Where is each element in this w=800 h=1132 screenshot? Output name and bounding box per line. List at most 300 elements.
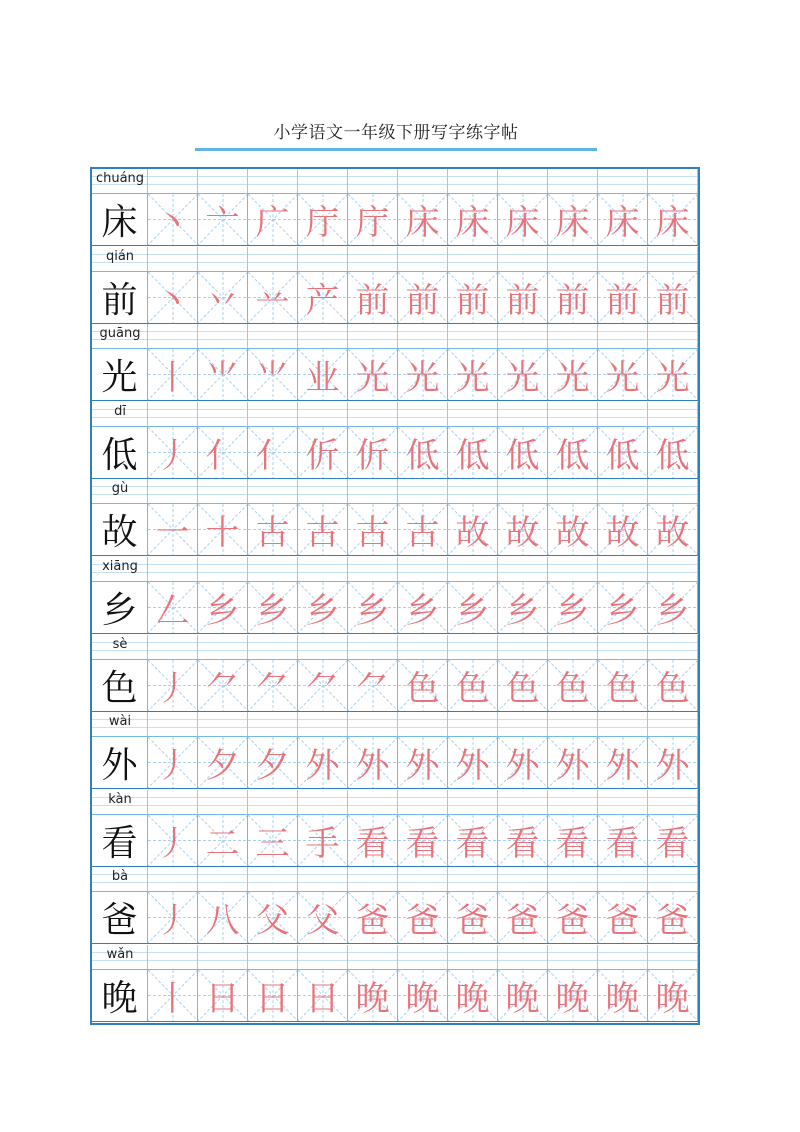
trace-cell[interactable]: [248, 737, 298, 788]
trace-cell[interactable]: [598, 892, 648, 943]
stroke-order-character: 乡: [605, 591, 640, 631]
trace-cell[interactable]: [348, 427, 398, 478]
trace-cell[interactable]: [348, 737, 398, 788]
pinyin-band-divider: [247, 867, 248, 891]
trace-cell[interactable]: [598, 737, 648, 788]
trace-cell[interactable]: [148, 194, 198, 245]
stroke-order-character: 三: [255, 823, 290, 864]
pinyin-band-divider: [297, 945, 298, 969]
trace-cell[interactable]: [548, 737, 598, 788]
trace-cell[interactable]: [148, 427, 198, 478]
pinyin-band-divider: [547, 790, 548, 814]
pinyin-band-divider: [297, 790, 298, 814]
model-character-cell: [92, 272, 148, 323]
trace-cell[interactable]: [548, 504, 598, 555]
pinyin-band-divider: [397, 324, 398, 348]
stroke-order-character: 故: [605, 513, 640, 554]
pinyin-band-divider: [197, 557, 198, 581]
pinyin-band-divider: [597, 712, 598, 736]
pinyin-band-divider: [247, 324, 248, 348]
trace-cell[interactable]: [448, 582, 498, 633]
trace-cell[interactable]: [548, 582, 598, 633]
stroke-order-character: 丶: [155, 203, 190, 243]
trace-cell[interactable]: [448, 427, 498, 478]
stroke-order-character: 外: [305, 746, 340, 787]
trace-cell[interactable]: [298, 582, 348, 633]
stroke-order-character: 看: [455, 823, 490, 864]
pinyin-band-divider: [347, 324, 348, 348]
stroke-order-character: 日: [205, 979, 240, 1019]
stroke-order-character: 外: [655, 746, 690, 787]
trace-cell[interactable]: [648, 427, 698, 478]
pinyin-band-divider: [397, 247, 398, 271]
stroke-order-character: 前: [655, 280, 690, 321]
trace-cell[interactable]: [348, 970, 398, 1021]
trace-cell[interactable]: [398, 582, 448, 633]
trace-cell[interactable]: [298, 427, 348, 478]
stroke-order-character: 光: [555, 358, 590, 399]
stroke-order-character: 夕: [205, 746, 240, 787]
pinyin-band: [92, 324, 698, 349]
trace-cell[interactable]: [498, 892, 548, 943]
trace-cell[interactable]: [448, 815, 498, 866]
trace-cell[interactable]: [248, 970, 298, 1021]
trace-cell[interactable]: [448, 349, 498, 400]
practice-row: [92, 324, 698, 401]
pinyin-band-divider: [347, 867, 348, 891]
trace-cell[interactable]: [648, 815, 698, 866]
stroke-order-character: 古: [405, 513, 440, 554]
stroke-order-character: 外: [355, 746, 390, 787]
pinyin-band-divider: [397, 712, 398, 736]
trace-cell[interactable]: [598, 970, 648, 1021]
stroke-order-character: 丨: [155, 979, 190, 1019]
stroke-order-character: 低: [605, 435, 640, 476]
stroke-order-character: 产: [305, 280, 340, 321]
pinyin-band: [92, 557, 698, 582]
practice-row: [92, 712, 698, 789]
pinyin-band-divider: [247, 712, 248, 736]
writing-cells: [92, 892, 698, 944]
stroke-order-character: 日: [255, 979, 290, 1019]
writing-cells: [92, 660, 698, 712]
trace-cell[interactable]: [198, 815, 248, 866]
trace-cell[interactable]: [448, 272, 498, 323]
trace-cell[interactable]: [598, 272, 648, 323]
stroke-order-character: 低: [405, 435, 440, 476]
trace-cell[interactable]: [298, 349, 348, 400]
trace-cell[interactable]: [298, 660, 348, 711]
stroke-order-character: 低: [555, 435, 590, 476]
model-character: 乡: [101, 590, 138, 631]
stroke-order-character: 乡: [455, 591, 490, 631]
stroke-order-character: 前: [455, 280, 490, 321]
trace-cell[interactable]: [598, 349, 648, 400]
pinyin-band-divider: [497, 712, 498, 736]
model-character: 低: [101, 434, 138, 476]
trace-cell[interactable]: [248, 427, 298, 478]
trace-cell[interactable]: [398, 504, 448, 555]
trace-cell[interactable]: [198, 660, 248, 711]
trace-cell[interactable]: [648, 349, 698, 400]
trace-cell[interactable]: [198, 349, 248, 400]
trace-cell[interactable]: [148, 815, 198, 866]
trace-cell[interactable]: [598, 504, 648, 555]
trace-cell[interactable]: [498, 970, 548, 1021]
stroke-order-character: 晚: [605, 979, 640, 1019]
trace-cell[interactable]: [398, 349, 448, 400]
writing-cells: [92, 737, 698, 789]
pinyin-band-divider: [447, 867, 448, 891]
stroke-order-character: 床: [555, 203, 590, 243]
trace-cell[interactable]: [398, 970, 448, 1021]
stroke-order-character: 床: [655, 203, 690, 243]
pinyin-band-divider: [497, 247, 498, 271]
trace-cell[interactable]: [398, 272, 448, 323]
stroke-order-character: 看: [405, 823, 440, 864]
trace-cell[interactable]: [398, 660, 448, 711]
stroke-order-character: 低: [505, 435, 540, 476]
trace-cell[interactable]: [248, 892, 298, 943]
pinyin-label: sè: [112, 636, 128, 652]
pinyin-band-divider: [297, 169, 298, 193]
trace-cell[interactable]: [598, 194, 648, 245]
stroke-order-character: 床: [405, 203, 440, 243]
stroke-order-character: 二: [205, 823, 240, 864]
trace-cell[interactable]: [198, 970, 248, 1021]
stroke-order-character: 十: [205, 513, 240, 554]
pinyin-label: guāng: [99, 326, 141, 342]
model-character: 光: [101, 357, 138, 399]
pinyin-band-divider: [497, 635, 498, 659]
stroke-order-character: 色: [655, 668, 690, 709]
pinyin-band-divider: [597, 867, 598, 891]
stroke-order-character: 晚: [505, 979, 540, 1019]
writing-cells: [92, 504, 698, 556]
stroke-order-character: 外: [505, 746, 540, 787]
stroke-order-character: 爸: [405, 901, 440, 942]
pinyin-band-divider: [347, 479, 348, 503]
trace-cell[interactable]: [198, 504, 248, 555]
pinyin-band-divider: [297, 479, 298, 503]
trace-cell[interactable]: [648, 737, 698, 788]
pinyin-band-divider: [647, 479, 648, 503]
stroke-order-character: 光: [505, 358, 540, 399]
pinyin-band-divider: [347, 557, 348, 581]
stroke-order-character: 古: [305, 513, 340, 554]
pinyin-band-divider: [397, 169, 398, 193]
stroke-order-character: 光: [355, 358, 390, 399]
trace-cell[interactable]: [448, 194, 498, 245]
pinyin-band-divider: [247, 247, 248, 271]
stroke-order-character: 床: [455, 203, 490, 243]
pinyin-band-divider: [647, 557, 648, 581]
pinyin-label: bà: [111, 869, 129, 885]
trace-cell[interactable]: [448, 660, 498, 711]
trace-cell[interactable]: [298, 194, 348, 245]
trace-cell[interactable]: [148, 349, 198, 400]
model-character: 外: [101, 745, 138, 787]
model-character: 床: [101, 202, 138, 243]
trace-cell[interactable]: [148, 892, 198, 943]
stroke-order-character: ⺈: [305, 668, 340, 709]
trace-cell[interactable]: [348, 582, 398, 633]
pinyin-band-divider: [497, 867, 498, 891]
stroke-order-character: ⺈: [205, 668, 240, 709]
pinyin-band-divider: [347, 945, 348, 969]
pinyin-band-divider: [597, 402, 598, 426]
trace-cell[interactable]: [148, 737, 198, 788]
trace-cell[interactable]: [148, 970, 198, 1021]
trace-cell[interactable]: [648, 660, 698, 711]
page-title: 小学语文一年级下册写字练字帖: [273, 123, 519, 143]
pinyin-band-divider: [497, 402, 498, 426]
stroke-order-character: 床: [505, 203, 540, 243]
pinyin-band-divider: [247, 557, 248, 581]
trace-cell[interactable]: [598, 427, 648, 478]
model-character-cell: [92, 194, 148, 245]
pinyin-band-divider: [197, 712, 198, 736]
trace-cell[interactable]: [248, 815, 298, 866]
trace-cell[interactable]: [248, 349, 298, 400]
stroke-order-character: 光: [405, 358, 440, 399]
trace-cell[interactable]: [648, 582, 698, 633]
stroke-order-character: 爸: [505, 901, 540, 942]
pinyin-band-divider: [697, 712, 698, 736]
stroke-order-character: 乡: [405, 591, 440, 631]
trace-cell[interactable]: [248, 272, 298, 323]
trace-cell[interactable]: [598, 815, 648, 866]
trace-cell[interactable]: [398, 194, 448, 245]
pinyin-band-divider: [697, 635, 698, 659]
pinyin-band-divider: [447, 790, 448, 814]
trace-cell[interactable]: [298, 504, 348, 555]
trace-cell[interactable]: [548, 272, 598, 323]
model-character-cell: [92, 737, 148, 788]
model-character-cell: [92, 349, 148, 400]
trace-cell[interactable]: [148, 660, 198, 711]
stroke-order-character: 乡: [355, 591, 390, 631]
trace-cell[interactable]: [248, 582, 298, 633]
pinyin-band-divider: [697, 402, 698, 426]
pinyin-band-divider: [547, 867, 548, 891]
trace-cell[interactable]: [648, 892, 698, 943]
trace-cell[interactable]: [548, 892, 598, 943]
trace-cell[interactable]: [198, 892, 248, 943]
practice-row: [92, 635, 698, 712]
pinyin-label: kàn: [108, 791, 132, 807]
trace-cell[interactable]: [498, 737, 548, 788]
pinyin-band-divider: [247, 479, 248, 503]
model-character: 晚: [101, 978, 138, 1019]
pinyin-band-divider: [647, 247, 648, 271]
trace-cell[interactable]: [148, 272, 198, 323]
trace-cell[interactable]: [548, 815, 598, 866]
pinyin-band: [92, 402, 698, 427]
trace-cell[interactable]: [248, 660, 298, 711]
pinyin-band-divider: [697, 867, 698, 891]
stroke-order-character: 故: [505, 513, 540, 554]
practice-row: [92, 945, 698, 1022]
stroke-order-character: 丿: [155, 746, 190, 787]
trace-cell[interactable]: [498, 660, 548, 711]
trace-cell[interactable]: [498, 815, 548, 866]
pinyin-band-divider: [197, 247, 198, 271]
stroke-order-character: 业: [305, 358, 340, 399]
pinyin-band-divider: [497, 169, 498, 193]
trace-cell[interactable]: [198, 194, 248, 245]
trace-cell[interactable]: [348, 660, 398, 711]
pinyin-label: qián: [105, 248, 135, 264]
trace-cell[interactable]: [448, 737, 498, 788]
writing-cells: [92, 970, 698, 1022]
trace-cell[interactable]: [348, 194, 398, 245]
trace-cell[interactable]: [398, 815, 448, 866]
model-character-cell: [92, 970, 148, 1021]
pinyin-band-divider: [297, 324, 298, 348]
pinyin-band-divider: [547, 557, 548, 581]
trace-cell[interactable]: [298, 970, 348, 1021]
practice-row: [92, 867, 698, 944]
trace-cell[interactable]: [498, 427, 548, 478]
stroke-order-character: 广: [255, 203, 290, 243]
pinyin-band-divider: [397, 790, 398, 814]
trace-cell[interactable]: [298, 815, 348, 866]
pinyin-band-divider: [547, 945, 548, 969]
trace-cell[interactable]: [648, 272, 698, 323]
trace-cell[interactable]: [298, 737, 348, 788]
stroke-order-character: 故: [555, 513, 590, 554]
writing-cells: [92, 349, 698, 401]
stroke-order-character: 𠃋: [155, 591, 190, 631]
stroke-order-character: 乡: [305, 591, 340, 631]
trace-cell[interactable]: [148, 504, 198, 555]
pinyin-band-divider: [447, 635, 448, 659]
pinyin-band-divider: [397, 945, 398, 969]
trace-cell[interactable]: [248, 504, 298, 555]
stroke-order-character: 晚: [555, 979, 590, 1019]
stroke-order-character: 伒: [305, 435, 340, 476]
stroke-order-character: 一: [155, 513, 190, 554]
pinyin-band-divider: [197, 169, 198, 193]
model-character-cell: [92, 815, 148, 866]
pinyin-band-divider: [697, 557, 698, 581]
trace-cell[interactable]: [348, 892, 398, 943]
stroke-order-character: 乡: [255, 591, 290, 631]
trace-cell[interactable]: [198, 272, 248, 323]
trace-cell[interactable]: [498, 582, 548, 633]
pinyin-band: [92, 247, 698, 272]
pinyin-band-divider: [647, 324, 648, 348]
trace-cell[interactable]: [598, 582, 648, 633]
trace-cell[interactable]: [148, 582, 198, 633]
trace-cell[interactable]: [398, 427, 448, 478]
model-character: 故: [101, 512, 138, 554]
pinyin-band-divider: [447, 247, 448, 271]
pinyin-band-divider: [647, 712, 648, 736]
stroke-order-character: 八: [205, 901, 240, 942]
model-character-cell: [92, 582, 148, 633]
trace-cell[interactable]: [548, 970, 598, 1021]
stroke-order-character: 父: [255, 901, 290, 942]
pinyin-band-divider: [347, 790, 348, 814]
pinyin-label: chuáng: [95, 171, 145, 186]
stroke-order-character: 亠: [205, 203, 240, 243]
model-character: 色: [101, 667, 138, 709]
trace-cell[interactable]: [348, 815, 398, 866]
trace-cell[interactable]: [648, 970, 698, 1021]
pinyin-label: gù: [111, 481, 129, 497]
stroke-order-character: 光: [605, 358, 640, 399]
model-character: 爸: [101, 900, 138, 942]
pinyin-band-divider: [497, 479, 498, 503]
writing-cells: [92, 194, 698, 246]
trace-cell[interactable]: [348, 504, 398, 555]
trace-cell[interactable]: [298, 892, 348, 943]
trace-cell[interactable]: [648, 504, 698, 555]
pinyin-band-divider: [197, 635, 198, 659]
trace-cell[interactable]: [398, 737, 448, 788]
pinyin-band-divider: [197, 945, 198, 969]
trace-cell[interactable]: [248, 194, 298, 245]
trace-cell[interactable]: [548, 194, 598, 245]
pinyin-band-divider: [547, 712, 548, 736]
pinyin-band-divider: [197, 324, 198, 348]
trace-cell[interactable]: [548, 349, 598, 400]
trace-cell[interactable]: [598, 660, 648, 711]
trace-cell[interactable]: [648, 194, 698, 245]
stroke-order-character: 丿: [155, 901, 190, 942]
stroke-order-character: 看: [605, 823, 640, 864]
stroke-order-character: 晚: [355, 979, 390, 1019]
stroke-order-character: 低: [455, 435, 490, 476]
pinyin-band-divider: [697, 324, 698, 348]
trace-cell[interactable]: [398, 892, 448, 943]
model-character: 看: [101, 822, 138, 864]
trace-cell[interactable]: [348, 349, 398, 400]
pinyin-band: [92, 945, 698, 970]
pinyin-band-divider: [497, 945, 498, 969]
pinyin-band-divider: [197, 479, 198, 503]
trace-cell[interactable]: [198, 582, 248, 633]
trace-cell[interactable]: [298, 272, 348, 323]
pinyin-band: [92, 867, 698, 892]
trace-cell[interactable]: [348, 272, 398, 323]
trace-cell[interactable]: [498, 504, 548, 555]
stroke-order-character: 看: [355, 823, 390, 864]
pinyin-band-divider: [247, 635, 248, 659]
trace-cell[interactable]: [498, 349, 548, 400]
stroke-order-character: ⺈: [355, 668, 390, 709]
pinyin-band-divider: [297, 247, 298, 271]
trace-cell[interactable]: [448, 892, 498, 943]
pinyin-band-divider: [297, 867, 298, 891]
trace-cell[interactable]: [498, 194, 548, 245]
trace-cell[interactable]: [448, 970, 498, 1021]
trace-cell[interactable]: [198, 427, 248, 478]
title-underline: [195, 148, 597, 151]
model-character-cell: [92, 660, 148, 711]
trace-cell[interactable]: [198, 737, 248, 788]
trace-cell[interactable]: [548, 427, 598, 478]
pinyin-band-divider: [647, 402, 648, 426]
pinyin-band-divider: [597, 324, 598, 348]
trace-cell[interactable]: [448, 504, 498, 555]
stroke-order-character: 爸: [555, 901, 590, 942]
trace-cell[interactable]: [548, 660, 598, 711]
trace-cell[interactable]: [498, 272, 548, 323]
stroke-order-character: 丨: [155, 358, 190, 399]
